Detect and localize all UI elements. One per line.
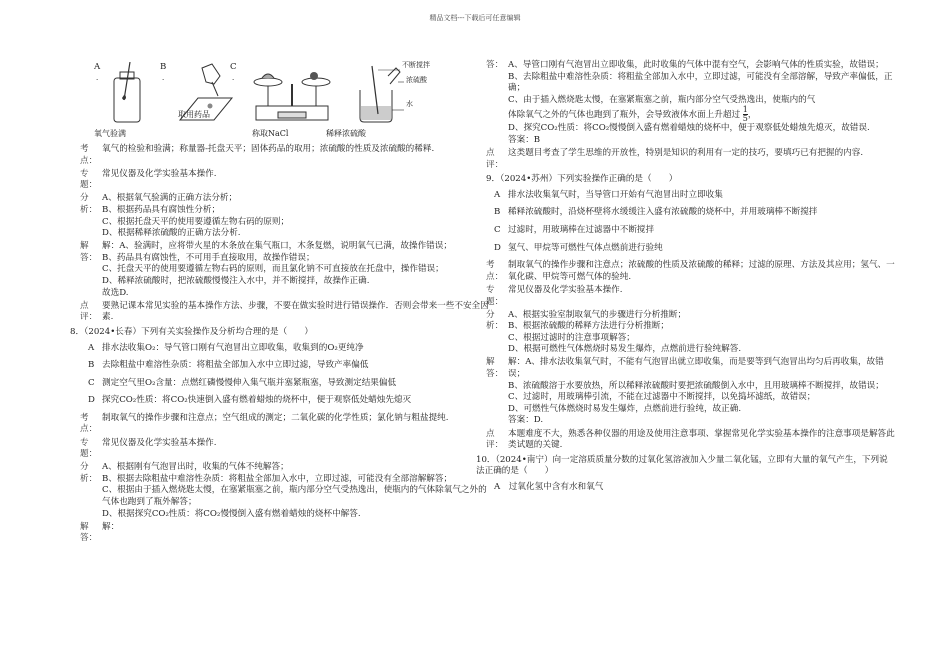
figure-row: A . B . C . 不断搅拌 浓硫酸 水 氧气验满 取用药品 称取NaCl 稀释浓硫酸 [94, 61, 430, 138]
answer-line: A、导管口刚有气泡冒出立即收集，此时收集的气体中混有空气，会影响气体的性质实验，故错误； [508, 60, 884, 70]
q9-dianping-text: 本题难度不大，熟悉各种仪器的用途及使用注意事项、掌握常见化学实验基本操作的注意事项是解答此类试题的关键. [508, 428, 895, 451]
option-key: C [88, 377, 95, 388]
left-column [70, 60, 490, 546]
option-key: D [494, 242, 501, 253]
fenxi-line: A、根据刚有气泡冒出时，收集的气体不纯解答； [102, 462, 289, 473]
figure-label-a: A [94, 62, 101, 72]
dilution-illustration [342, 62, 422, 126]
caption-medicine: 取用药品 [178, 110, 210, 119]
caption-oxygen: 氧气验满 [94, 129, 126, 138]
question-10: 10．（2024•南宁）向一定溶质质量分数的过氧化氢溶液加入少量二氧化锰，立即有大量的氧气产生，下列说法正确的是（ ） [476, 454, 888, 477]
kaodian-label: 考点： [486, 260, 504, 282]
caption-acid: 稀释浓硫酸 [326, 129, 366, 138]
option-text: 氢气、甲烷等可燃性气体点燃前进行验纯 [508, 242, 663, 253]
fenxi-line: C、根据托盘天平的使用要遵循左物右码的原则； [102, 216, 290, 227]
dianping-text: 这类题目考查了学生思维的开放性，特别是知识的利用有一定的技巧，要填巧已有把握的内容. [508, 148, 864, 159]
jieda-line: D、稀释浓硫酸时，把浓硫酸慢慢注入水中，并不断搅拌，故操作正确. [102, 276, 370, 287]
q9-kaodian-text: 制取氧气的操作步骤和注意点；浓硫酸的性质及浓硫酸的稀释；过滤的原理、方法及其应用；氢气、一氧化碳、甲烷等可燃气体的验纯. [508, 260, 895, 282]
answer-line-fraction: 体除氧气之外的气体也跑到了瓶外，会导致液体水面上升超过 $\frac{1}{5}$， [508, 105, 757, 124]
jieda-line: 故选D. [102, 287, 129, 298]
fenxi-line: D、根据稀释浓硫酸的正确方法分析. [102, 228, 241, 239]
fenxi-line: A、根据氧气验满的正确方法分析； [102, 193, 238, 204]
zhuanti-label: 专题： [486, 284, 504, 307]
answer-line: D、探究CO₂性质：将CO₂慢慢倒入盛有燃着蜡烛的烧杯中，便于观察低处蜡烛先熄灭，故错误. [508, 123, 870, 134]
label-stir: 不断搅拌 [402, 61, 430, 69]
jieda-label: 解答： [486, 357, 504, 380]
jieda-line: 解：A、验满时，应将带火星的木条放在集气瓶口，木条复燃，说明氧气已满，故操作错误； [102, 241, 452, 252]
dianping-label: 点评： [486, 428, 504, 451]
fenxi-line: B、根据药品具有腐蚀性分析； [102, 204, 221, 215]
fenxi-line: B、根据去除粗盐中难溶性杂质：将粗盐全部加入水中，立即过滤，可能没有全部溶解解答； [102, 473, 453, 484]
fenxi-label: 分析： [486, 309, 504, 332]
dianping-text: 要熟记课本常见实验的基本操作方法、步骤，不要在做实验时进行错误操作．否则会带来一些不安全因素. [102, 300, 489, 323]
option-key: A [494, 189, 501, 200]
zhuanti-label: 专题： [80, 437, 98, 460]
option-text: 排水法收集氧气时，当导管口开始有气泡冒出时立即收集 [508, 189, 723, 200]
jieda-label: 解答： [80, 241, 98, 263]
question-8: 8．（2024•长春）下列有关实验操作及分析均合理的是（ ） [70, 326, 313, 337]
jieda-line: 解：A、排水法收集氧气时，不能有气泡冒出就立即收集，而是要等到气泡冒出均匀后再收集，故错误； [508, 357, 884, 380]
option-text: 稀释浓硫酸时，沿烧杯壁将水缓缓注入盛有浓硫酸的烧杯中，并用玻璃棒不断搅拌 [508, 207, 818, 218]
jieda-line: C、过滤时，用玻璃棒引流，不能在过滤器中不断搅拌，以免捣坏滤纸，故错误； [508, 392, 816, 403]
fraction-numerator: 1 [742, 105, 748, 115]
fenxi-line: D、根据探究CO₂性质：将CO₂慢慢倒入盛有燃着蜡烛的烧杯中解答. [102, 508, 361, 519]
jieda-line: B、药品具有腐蚀性，不可用手直接取用，故操作错误； [102, 252, 315, 263]
option-key: D [88, 395, 95, 406]
option-text: 排水法收集O₂：导气管口刚有气泡冒出立即收集，收集到的O₂更纯净 [102, 342, 364, 353]
option-text: 过滤时，用玻璃棒在过滤器中不断搅拌 [508, 225, 655, 236]
option-key: B [88, 360, 95, 371]
right-column [476, 60, 896, 494]
jieda-line: D、可燃性气体燃烧时易发生爆炸，点燃前进行验纯，故正确. [508, 403, 742, 414]
label-acid: 浓硫酸 [406, 76, 427, 84]
figure-label-c: C [230, 62, 237, 72]
figure-label-b: B [160, 62, 167, 72]
jieda-line: C、托盘天平的使用要遵循左物右码的原则，而且氯化钠不可直接放在托盘中，操作错误； [102, 264, 444, 275]
zhuanti-label: 专题： [80, 168, 98, 191]
option-key: B [494, 207, 501, 218]
question-9: 9．（2024•苏州）下列实验操作正确的是（ ） [486, 174, 678, 185]
kaodian-label: 考点： [80, 144, 98, 166]
q8-kaodian-text: 制取氧气的操作步骤和注意点；空气组成的测定；二氧化碳的化学性质；氯化钠与粗盐提纯. [102, 412, 449, 423]
balance-illustration [248, 62, 340, 126]
jieda-line: 答案：D. [508, 415, 544, 426]
kaodian-text: 氧气的检验和验满；称量器-托盘天平；固体药品的取用；浓硫酸的性质及浓硫酸的稀释. [102, 144, 435, 154]
fenxi-line: C、根据过滤时的注意事项解答； [508, 332, 635, 343]
zhuanti-text: 常见仪器及化学实验基本操作. [102, 168, 217, 179]
fraction-denominator: 5 [742, 114, 748, 124]
label-water: 水 [406, 100, 413, 108]
q8-jieda-text: 解： [102, 521, 120, 532]
jieda-label: 解答： [80, 521, 98, 544]
answer-line: B、去除粗盐中难溶性杂质：将粗盐全部加入水中，立即过滤，可能没有全部溶解，导致产率偏低，正确； [508, 71, 893, 94]
fenxi-label: 分析： [80, 462, 98, 484]
option-text: 探究CO₂性质：将CO₂快速倒入盛有燃着蜡烛的烧杯中，便于观察低处蜡烛先熄灭 [102, 395, 412, 406]
fenxi-line: A、根据实验室制取氧气的步骤进行分析推断； [508, 309, 687, 320]
answer-line: C、由于插入燃烧匙太慢，在塞紧瓶塞之前，瓶内部分空气受热逸出，使瓶内的气 [508, 94, 816, 105]
kaodian-label: 考点： [80, 412, 98, 435]
page-header: 精品文档---下载后可任意编辑 [429, 14, 521, 22]
q8-zhuanti-text: 常见仪器及化学实验基本操作. [102, 437, 217, 448]
option-text: 测定空气里O₂含量：点燃红磷慢慢伸入集气瓶并塞紧瓶塞，导致测定结果偏低 [102, 377, 397, 388]
caption-nacl: 称取NaCl [252, 129, 289, 138]
q10-option-a: A 过氧化氢中含有水和氧气 [494, 481, 604, 492]
answer-line: 答案：B [508, 134, 541, 145]
bottle-illustration [108, 62, 148, 128]
option-key: C [494, 225, 501, 236]
fenxi-line: C、根据由于插入燃烧匙太慢，在塞紧瓶塞之前，瓶内部分空气受热逸出，使瓶内的气体除氧气之外的气体也跑到了瓶外解答； [102, 485, 487, 508]
fenxi-line: D、根据可燃性气体燃烧时易发生爆炸，点燃前进行验纯解答. [508, 344, 742, 355]
jieda-line: B、浓硫酸溶于水要放热，所以稀释浓硫酸时要把浓硫酸倒入水中，且用玻璃棒不断搅拌，故错误； [508, 380, 884, 391]
dianping-label: 点评： [486, 148, 504, 170]
fenxi-label: 分析： [80, 193, 98, 215]
option-key: A [88, 342, 95, 353]
daan-label: 答： [486, 60, 504, 70]
option-text: 去除粗盐中难溶性杂质：将粗盐全部加入水中立即过滤，导致产率偏低 [102, 360, 369, 371]
dianping-label: 点评： [80, 300, 98, 323]
q9-zhuanti-text: 常见仪器及化学实验基本操作. [508, 284, 623, 295]
fenxi-line: B、根据浓硫酸的稀释方法进行分析推断； [508, 321, 670, 332]
